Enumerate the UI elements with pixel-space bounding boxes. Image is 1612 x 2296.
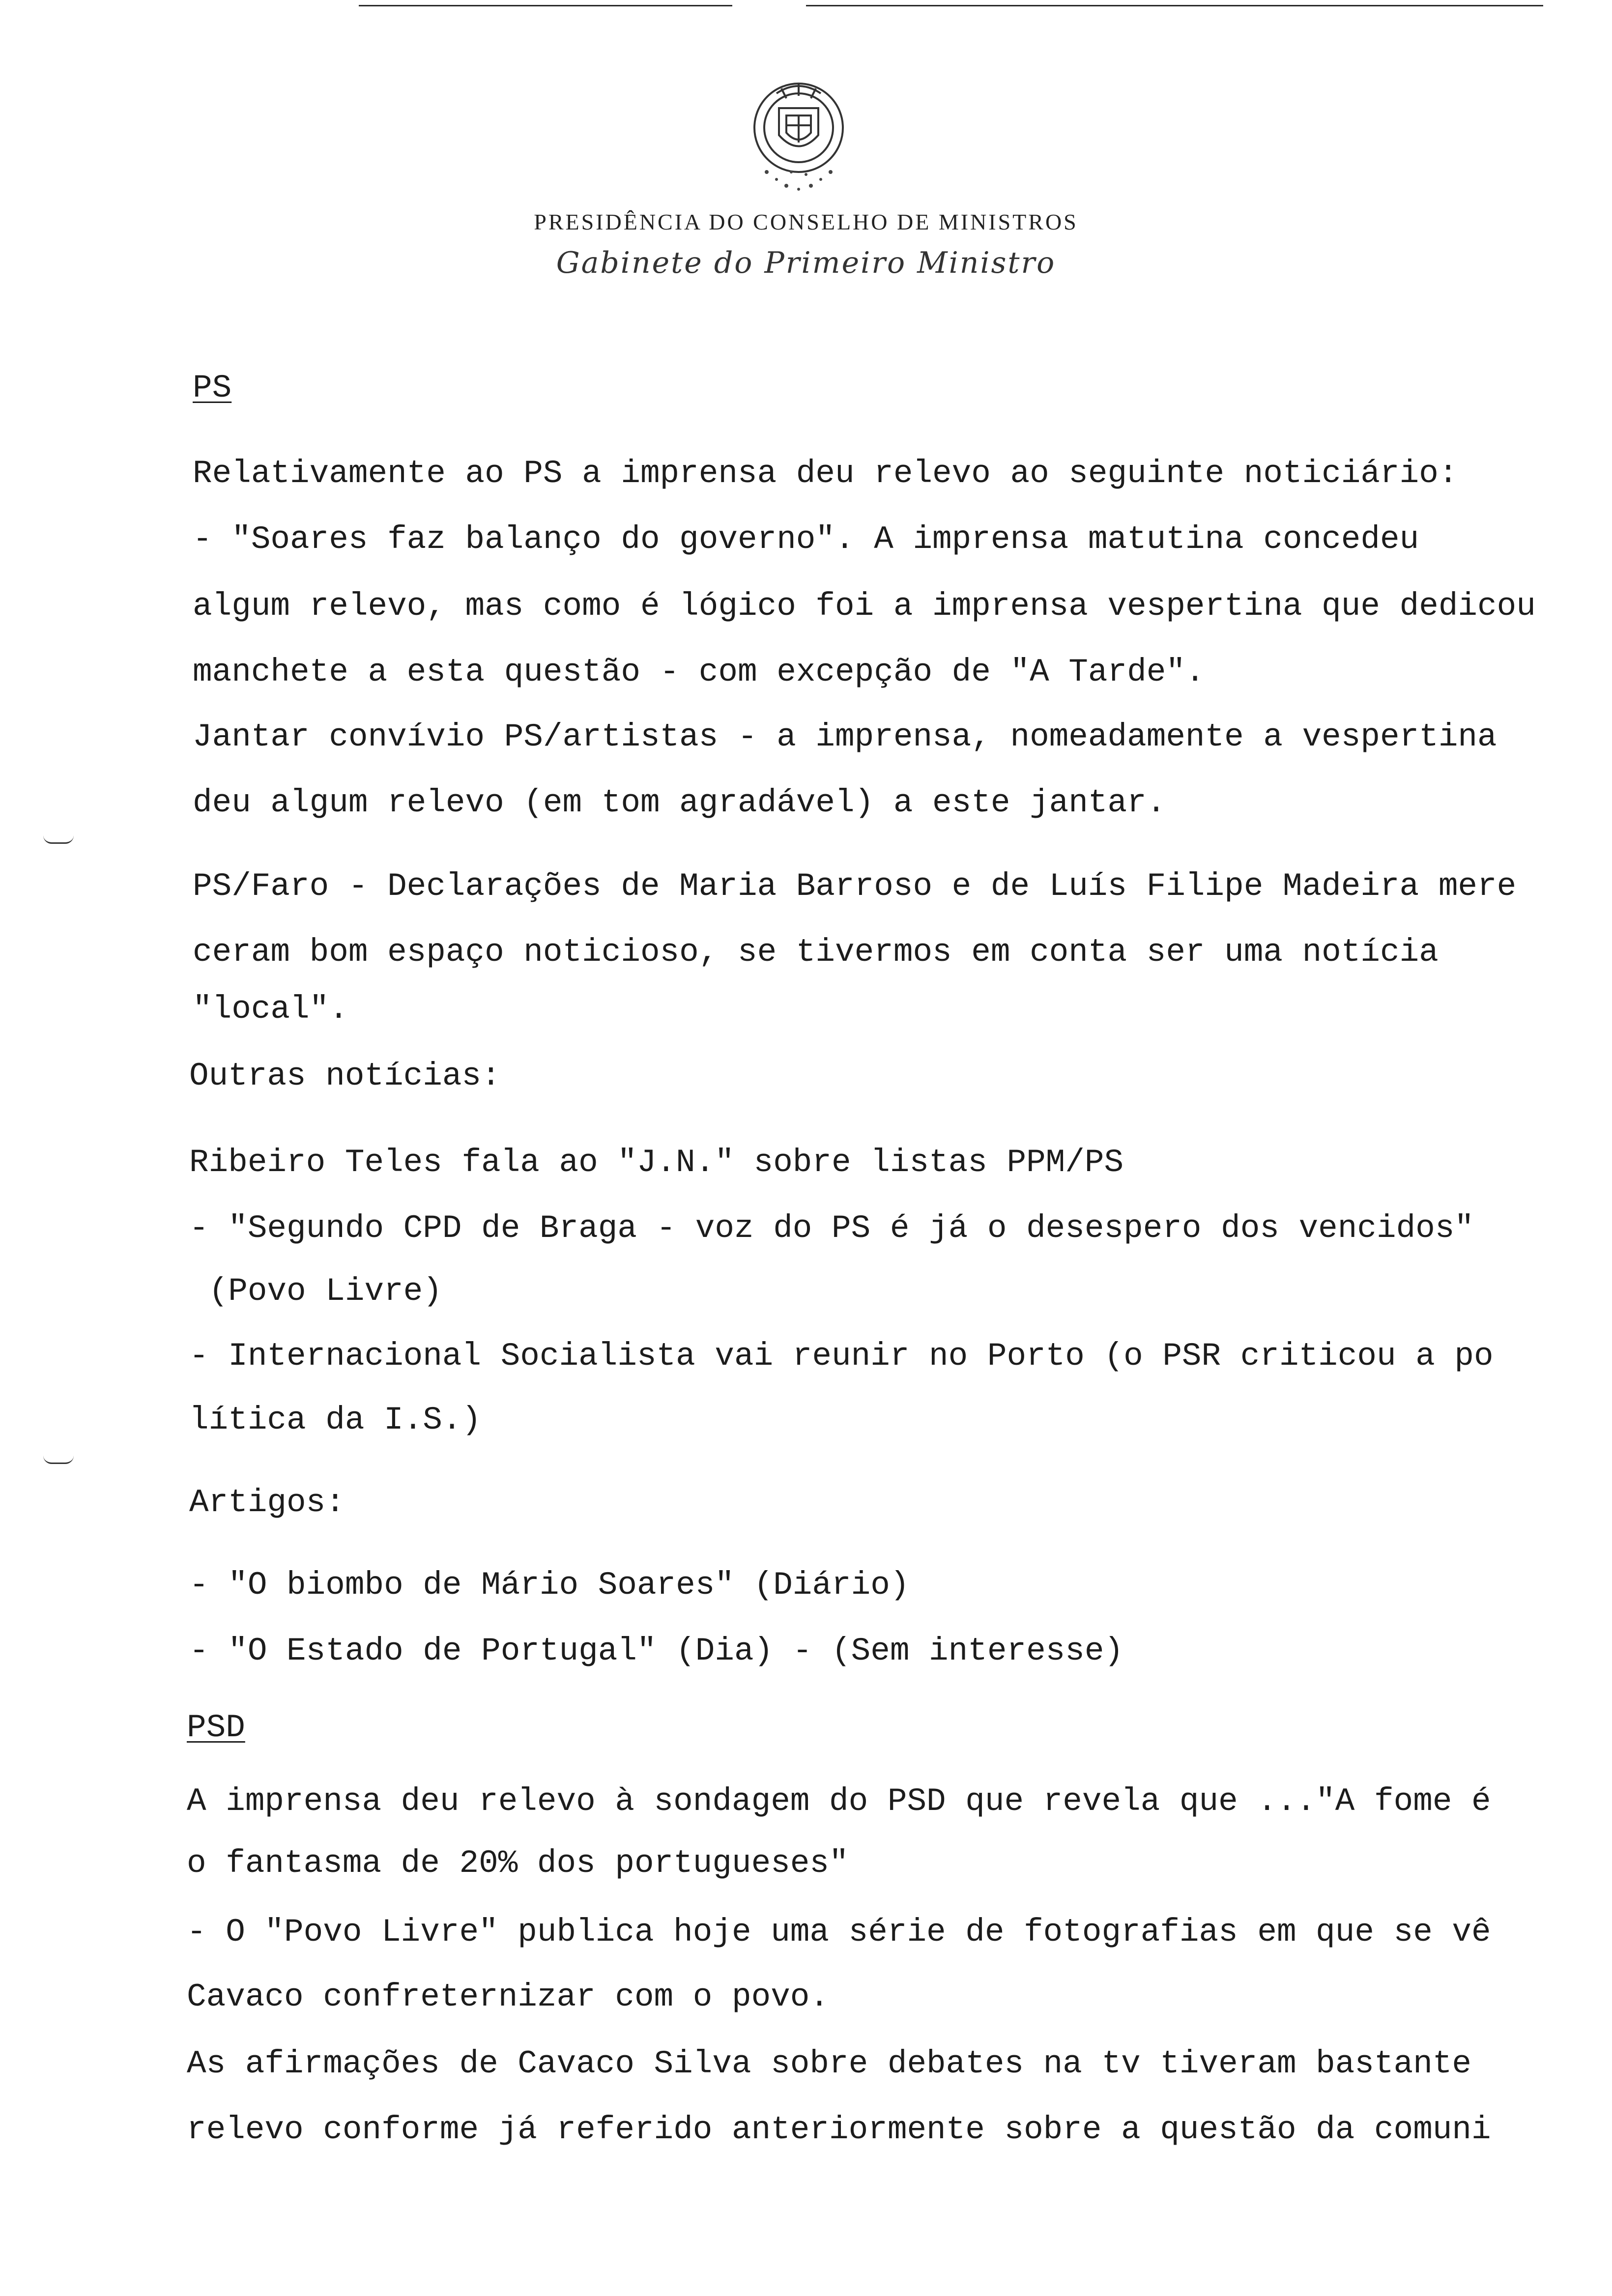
heading-ps: PS xyxy=(193,370,232,406)
body-line: lítica da I.S.) xyxy=(189,1402,482,1438)
body-line: algum relevo, mas como é lógico foi a imprensa vespertina que dedicou xyxy=(193,588,1536,625)
body-line: o fantasma de 20% dos portugueses" xyxy=(187,1845,849,1882)
body-line: As afirmações de Cavaco Silva sobre debates na tv tiveram bastante xyxy=(187,2045,1472,2082)
body-line: - "Segundo CPD de Braga - voz do PS é já o desespero dos vencidos" xyxy=(189,1210,1474,1247)
scan-edge-line-left xyxy=(359,5,732,6)
body-line: Jantar convívio PS/artistas - a imprensa, nomeadamente a vespertina xyxy=(193,718,1497,755)
scan-edge-line-right xyxy=(806,5,1543,6)
body-line: - Internacional Socialista vai reunir no Porto (o PSR criticou a po xyxy=(189,1338,1494,1375)
coat-of-arms-emblem xyxy=(732,74,865,201)
body-line: A imprensa deu relevo à sondagem do PSD que revela que ..."A fome é xyxy=(187,1783,1491,1820)
body-line: - "O Estado de Portugal" (Dia) - (Sem interesse) xyxy=(189,1633,1124,1669)
body-line: ceram bom espaço noticioso, se tivermos em conta ser uma notícia xyxy=(193,934,1439,971)
section-label-artigos: Artigos: xyxy=(189,1484,345,1521)
body-line: - O "Povo Livre" publica hoje uma série de fotografias em que se vê xyxy=(187,1914,1491,1951)
body-line: "local". xyxy=(193,991,348,1028)
body-line: Cavaco confreternizar com o povo. xyxy=(187,1979,830,2015)
heading-psd: PSD xyxy=(187,1709,245,1746)
margin-mark-2 xyxy=(43,1456,74,1464)
body-line: - "O biombo de Mário Soares" (Diário) xyxy=(189,1567,910,1604)
body-line: relevo conforme já referido anteriormente sobre a questão da comuni xyxy=(187,2111,1491,2148)
body-line: (Povo Livre) xyxy=(189,1273,442,1310)
letterhead-title: PRESIDÊNCIA DO CONSELHO DE MINISTROS xyxy=(534,209,1078,234)
body-line: manchete a esta questão - com excepção de "A Tarde". xyxy=(193,654,1205,690)
body-line: Ribeiro Teles fala ao "J.N." sobre listas PPM/PS xyxy=(189,1144,1124,1181)
body-line: deu algum relevo (em tom agradável) a este jantar. xyxy=(193,784,1166,821)
margin-mark-1 xyxy=(43,835,74,844)
body-line: Relativamente ao PS a imprensa deu relevo ao seguinte noticiário: xyxy=(193,455,1458,492)
body-line: PS/Faro - Declarações de Maria Barroso e de Luís Filipe Madeira mere xyxy=(193,868,1517,905)
body-line: - "Soares faz balanço do governo". A imprensa matutina concedeu xyxy=(193,521,1419,558)
letterhead-subtitle: Gabinete do Primeiro Ministro xyxy=(556,246,1056,280)
section-label-outras: Outras notícias: xyxy=(189,1058,501,1094)
